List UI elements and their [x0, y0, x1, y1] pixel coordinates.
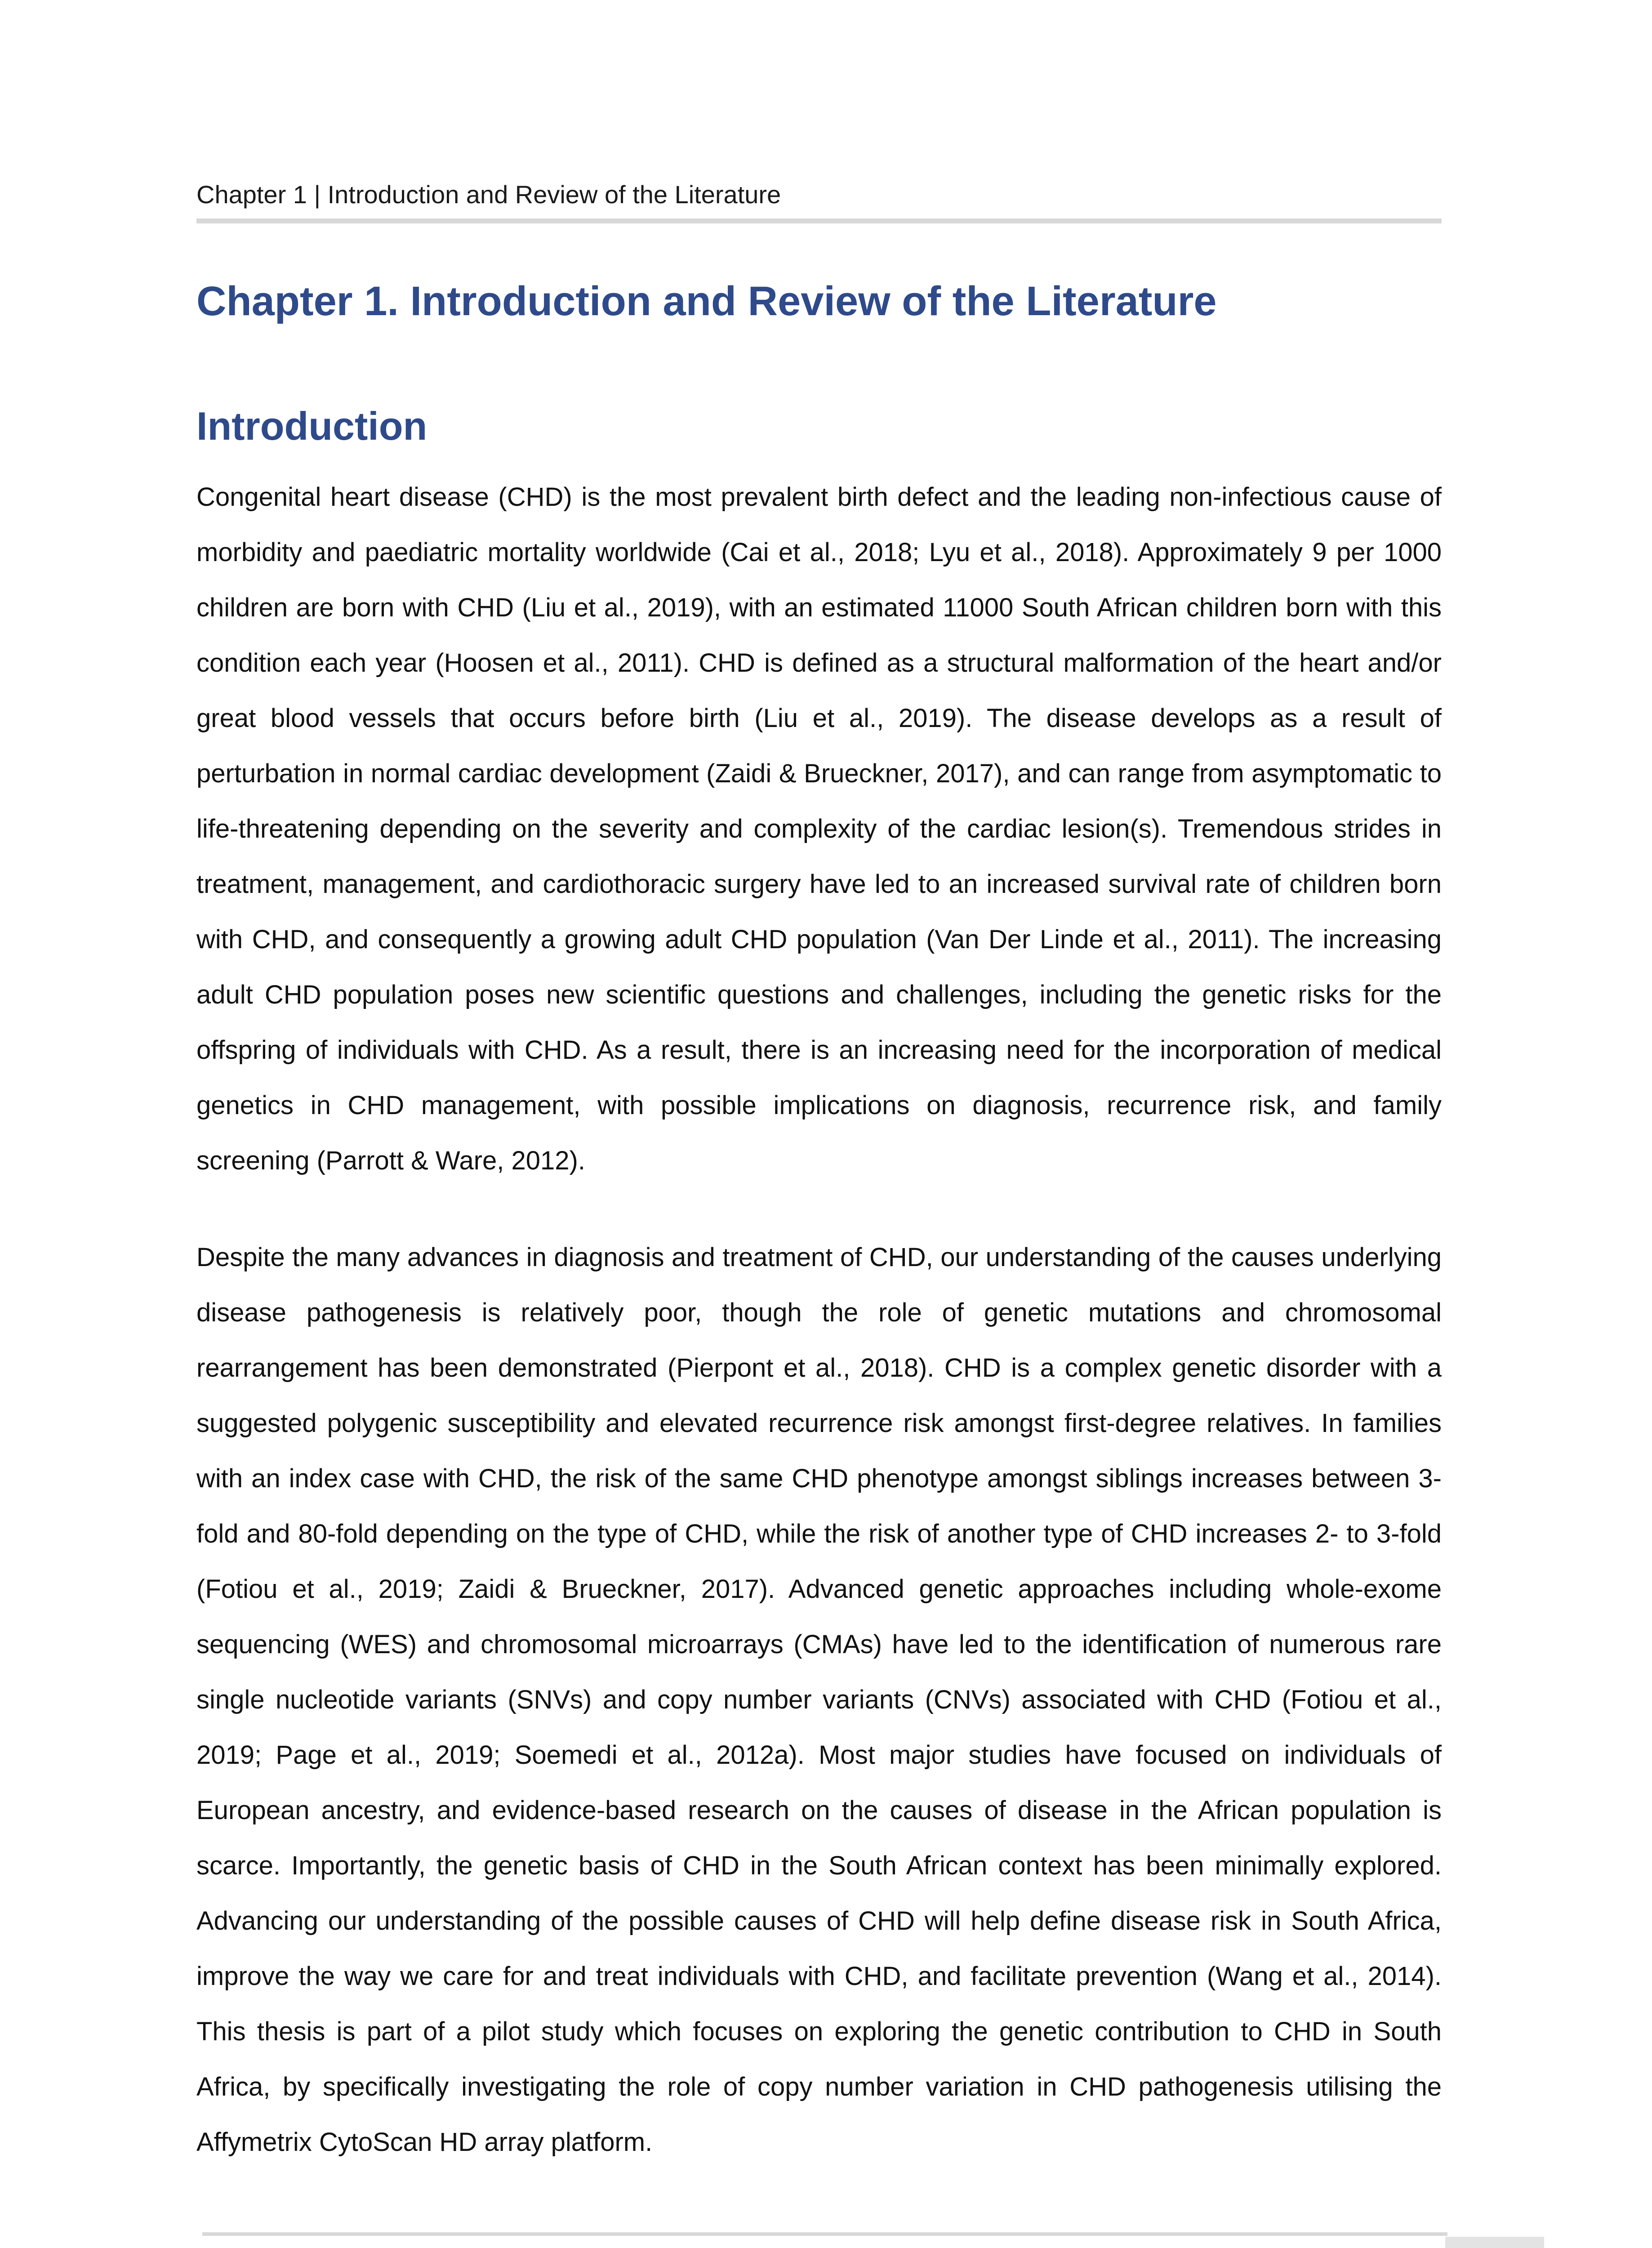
footer-divider [202, 2232, 1447, 2236]
page-number-box [1445, 2237, 1544, 2248]
running-header: Chapter 1 | Introduction and Review of the Literature [196, 180, 781, 209]
section-heading: Introduction [196, 404, 427, 448]
body-paragraph: Congenital heart disease (CHD) is the most prevalent birth defect and the leading non-infectious cause of morbidity and paediatric mortality worldwide (Cai et al., 2018; Lyu et al., 2018). Approximately 9 per 1000 children are born with CHD (Liu et al., 2019), with an estimated 11000 South African children born with this condition each year (Hoosen et al., 2011). CHD is defined as a structural malformation of the heart and/or great blood vessels that occurs before birth (Liu et al., 2019). The disease develops as a result of perturbation in normal cardiac development (Zaidi & Brueckner, 2017), and can range from asymptomatic to life-threatening depending on the severity and complexity of the cardiac lesion(s). Tremendous strides in treatment, management, and cardiothoracic surgery have led to an increased survival rate of children born with CHD, and consequently a growing adult CHD population (Van Der Linde et al., 2011). The increasing adult CHD population poses new scientific questions and challenges, including the genetic risks for the offspring of individuals with CHD. As a result, there is an increasing need for the incorporation of medical genetics in CHD management, with possible implications on diagnosis, recurrence risk, and family screening (Parrott & Ware, 2012). [196, 482, 1442, 1175]
chapter-title: Chapter 1. Introduction and Review of the Literature [196, 278, 1217, 324]
header-divider [196, 219, 1442, 223]
body-paragraph: Despite the many advances in diagnosis and treatment of CHD, our understanding of the causes underlying disease pathogenesis is relatively poor, though the role of genetic mutations and chromosomal rearrangement has been demonstrated (Pierpont et al., 2018). CHD is a complex genetic disorder with a suggested polygenic susceptibility and elevated recurrence risk amongst first-degree relatives. In families with an index case with CHD, the risk of the same CHD phenotype amongst siblings increases between 3-fold and 80-fold depending on the type of CHD, while the risk of another type of CHD increases 2- to 3-fold (Fotiou et al., 2019; Zaidi & Brueckner, 2017). Advanced genetic approaches including whole-exome sequencing (WES) and chromosomal microarrays (CMAs) have led to the identification of numerous rare single nucleotide variants (SNVs) and copy number variants (CNVs) associated with CHD (Fotiou et al., 2019; Page et al., 2019; Soemedi et al., 2012a). Most major studies have focused on individuals of European ancestry, and evidence-based research on the causes of disease in the African population is scarce. Importantly, the genetic basis of CHD in the South African context has been minimally explored. Advancing our understanding of the possible causes of CHD will help define disease risk in South Africa, improve the way we care for and treat individuals with CHD, and facilitate prevention (Wang et al., 2014). This thesis is part of a pilot study which focuses on exploring the genetic contribution to CHD in South Africa, by specifically investigating the role of copy number variation in CHD pathogenesis utilising the Affymetrix CytoScan HD array platform. [196, 1243, 1442, 2157]
